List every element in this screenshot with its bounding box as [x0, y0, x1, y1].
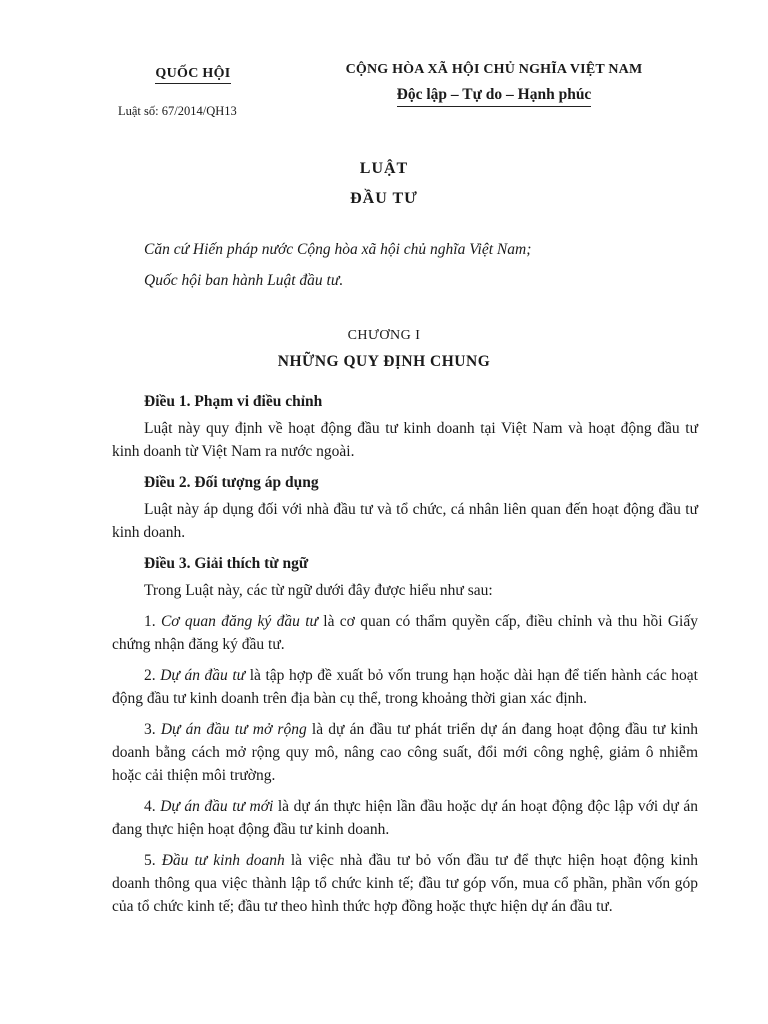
- defined-term: Đầu tư kinh doanh: [161, 852, 285, 869]
- national-motto: Độc lập – Tự do – Hạnh phúc: [397, 86, 592, 107]
- definition-item: [112, 795, 698, 841]
- term-definition: là cơ quan có thẩm quyền cấp, điều chỉnh và thu hồi Giấy chứng nhận đăng ký đầu tư.: [112, 613, 698, 653]
- defined-term: Dự án đầu tư mở rộng: [160, 721, 307, 738]
- defined-term: Cơ quan đăng ký đầu tư: [160, 613, 318, 630]
- term-definition: là việc nhà đầu tư bỏ vốn đầu tư để thực hiện hoạt động kinh doanh thông qua việc thành lập tổ chức kinh tế; đầu tư góp vốn, mua cổ phần, phần vốn góp của tổ chức kinh tế; đầu tư theo hình thức hợp đồng hoặc thực hiện dự án đầu tư.: [112, 852, 699, 915]
- item-number: 3.: [144, 721, 161, 738]
- item-number: 2.: [144, 667, 161, 684]
- state-header: [324, 62, 664, 107]
- item-number: 1.: [144, 613, 161, 630]
- document-title: ĐẦU TƯ: [350, 190, 418, 207]
- legal-basis: Căn cứ Hiến pháp nước Cộng hòa xã hội chủ nghĩa Việt Nam;: [144, 241, 532, 258]
- article-3-heading: Điều 3. Giải thích từ ngữ: [144, 555, 309, 572]
- item-number: 4.: [144, 798, 161, 815]
- document-body: [112, 390, 698, 926]
- article-2-text: Luật này áp dụng đối với nhà đầu tư và tổ chức, cá nhân liên quan đến hoạt động đầu tư kinh doanh.: [112, 501, 698, 541]
- definition-item: [112, 610, 698, 656]
- defined-term: Dự án đầu tư mới: [160, 798, 274, 815]
- article-3-intro: Trong Luật này, các từ ngữ dưới đây được hiểu như sau:: [144, 582, 493, 599]
- article-1-heading: Điều 1. Phạm vi điều chỉnh: [144, 393, 323, 410]
- issuing-organization: QUỐC HỘI: [155, 66, 230, 84]
- law-number: Luật số: 67/2014/QH13: [118, 104, 237, 118]
- definition-item: [112, 849, 698, 918]
- article-1-text: Luật này quy định về hoạt động đầu tư kinh doanh tại Việt Nam và hoạt động đầu tư kinh doanh từ Việt Nam ra nước ngoài.: [112, 420, 698, 460]
- issuer-block: [118, 64, 268, 119]
- definition-item: [112, 664, 698, 710]
- state-name: CỘNG HÒA XÃ HỘI CHỦ NGHĨA VIỆT NAM: [345, 62, 643, 77]
- term-definition: là dự án thực hiện lần đầu hoặc dự án hoạt động độc lập với dự án đang thực hiện hoạt động đầu tư kinh doanh.: [112, 798, 699, 838]
- term-definition: là dự án đầu tư phát triển dự án đang hoạt động đầu tư kinh doanh bằng cách mở rộng quy mô, nâng cao công suất, đổi mới công nghệ, giảm ô nhiễm hoặc cải thiện môi trường.: [112, 721, 699, 784]
- chapter-title: NHỮNG QUY ĐỊNH CHUNG: [277, 353, 491, 370]
- enactment-statement: Quốc hội ban hành Luật đầu tư.: [144, 272, 344, 289]
- document-type: LUẬT: [359, 160, 409, 177]
- definition-item: [112, 718, 698, 787]
- defined-term: Dự án đầu tư: [160, 667, 246, 684]
- chapter-number: CHƯƠNG I: [347, 328, 421, 343]
- article-2-heading: Điều 2. Đối tượng áp dụng: [144, 474, 319, 491]
- term-definition: là tập hợp đề xuất bỏ vốn trung hạn hoặc dài hạn để tiến hành các hoạt động đầu tư kinh doanh trên địa bàn cụ thể, trong khoảng thời gian xác định.: [112, 667, 698, 707]
- item-number: 5.: [144, 852, 162, 869]
